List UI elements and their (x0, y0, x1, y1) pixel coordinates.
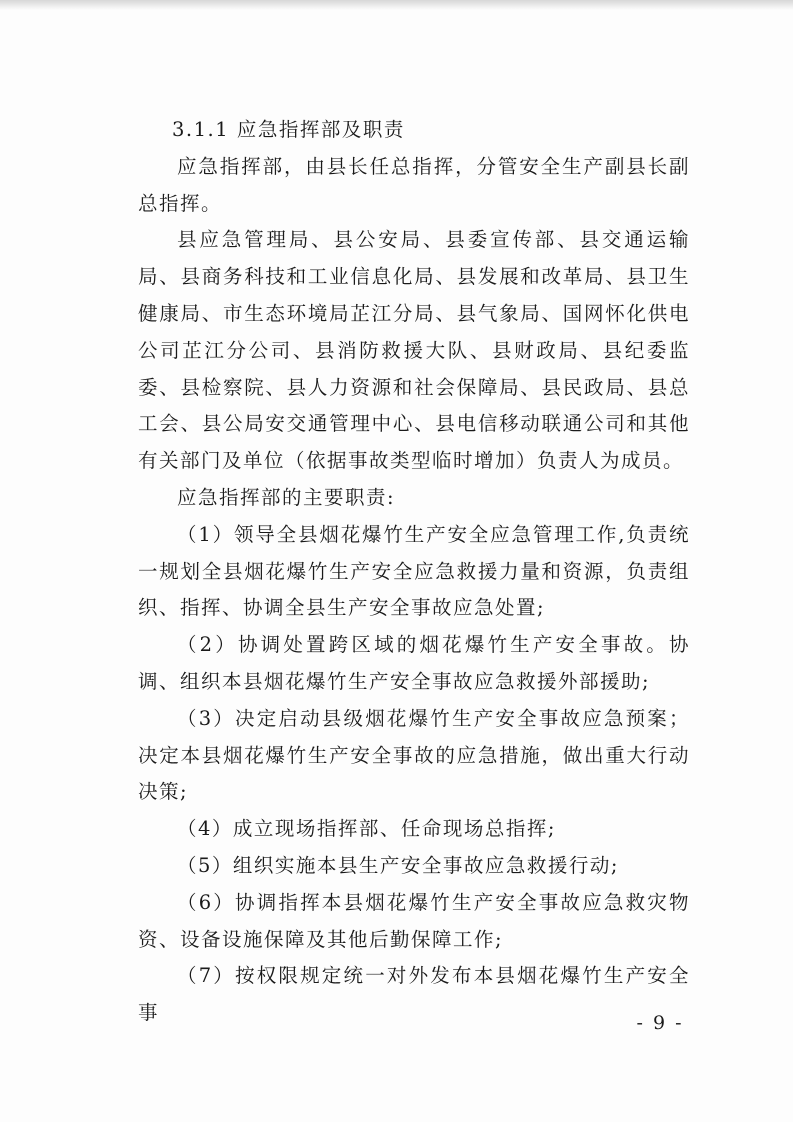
duty-item-6: （6）协调指挥本县烟花爆竹生产安全事故应急救灾物资、设备设施保障及其他后勤保障工作; (138, 890, 690, 951)
paragraph-duties-intro: 应急指挥部的主要职责: (177, 485, 396, 509)
duty-item-2: （2）协调处置跨区域的烟花爆竹生产安全事故。协调、组织本县烟花爆竹生产安全事故应急救援外部援助; (138, 633, 690, 693)
body-text (138, 112, 690, 1032)
duty-item-3: （3）决定启动县级烟花爆竹生产安全事故应急预案；决定本县烟花爆竹生产安全事故的应急措施，做出重大行动决策; (138, 706, 690, 804)
scan-edge (0, 0, 793, 10)
duty-item-1: （1）领导全县烟花爆竹生产安全应急管理工作,负责统一规划全县烟花爆竹生产安全应急救援力量和资源，负责组织、指挥、协调全县生产安全事故应急处置; (138, 522, 690, 620)
duty-item-7: （7）按权限规定统一对外发布本县烟花爆竹生产安全事 (138, 964, 690, 1025)
paragraph-leadership: 应急指挥部，由县长任总指挥，分管安全生产副县长副总指挥。 (138, 154, 690, 215)
section-heading: 3.1.1 应急指挥部及职责 (172, 118, 405, 141)
paragraph-members: 县应急管理局、县公安局、县委宣传部、县交通运输局、县商务科技和工业信息化局、县发展和改革局、县卫生健康局、市生态环境局芷江分局、县气象局、国网怀化供电公司芷江分公司、县消防救援大队、县财政局、县纪委监委、县检察院、县人力资源和社会保障局、县民政局、县总工会、县公局安交通管理中心、县电信移动联通公司和其他有关部门及单位（依据事故类型临时增加）负责人为成员。 (138, 228, 690, 473)
duty-item-4: （4）成立现场指挥部、任命现场总指挥; (177, 817, 556, 841)
page-number: - 9 - (636, 1012, 684, 1034)
duty-item-5: （5）组织实施本县生产安全事故应急救援行动; (177, 853, 619, 877)
